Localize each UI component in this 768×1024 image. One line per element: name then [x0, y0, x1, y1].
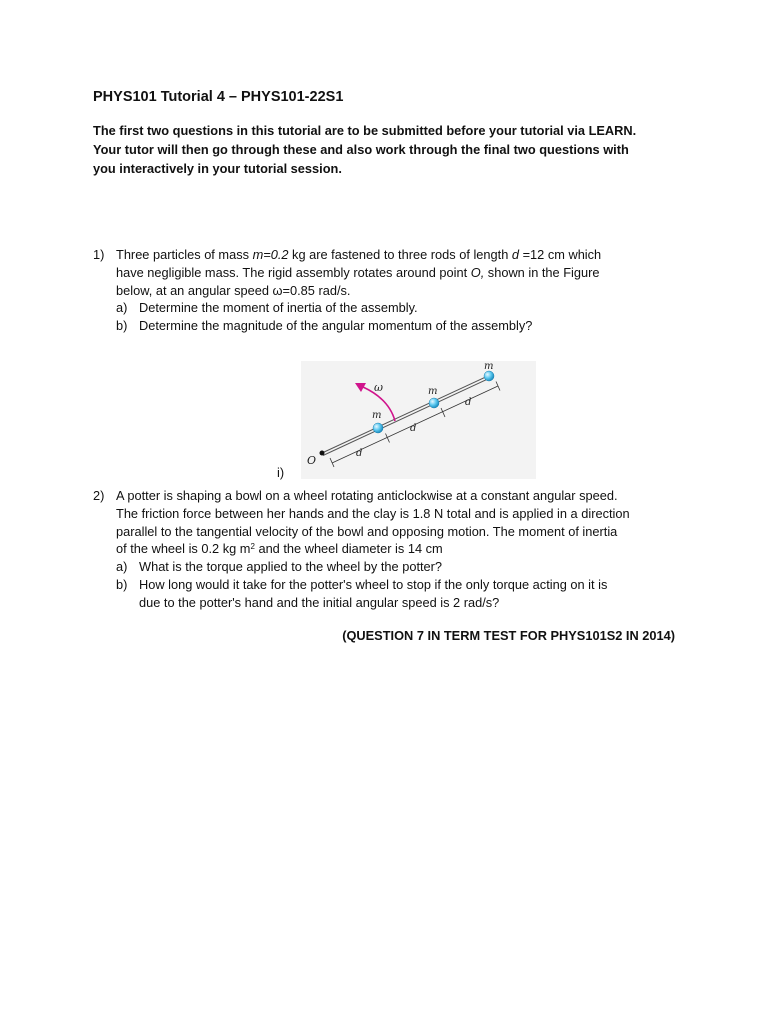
particle — [373, 423, 383, 433]
question-text: =12 cm which — [519, 247, 602, 262]
intro-line: Your tutor will then go through these and also work through the final two questions with — [93, 142, 629, 157]
subquestion-text: How long would it take for the potter's wheel to stop if the only torque acting on it is — [139, 576, 608, 592]
point-variable: O, — [470, 264, 485, 280]
intro-paragraph — [93, 121, 693, 178]
omega-label: ω — [374, 381, 383, 394]
mass-label: m — [428, 386, 438, 397]
rotating-assembly-figure — [301, 361, 536, 479]
question-text: shown in the Figure — [484, 264, 600, 280]
question-number: 2) — [93, 488, 105, 503]
mass-variable: m=0.2 — [252, 247, 289, 262]
particle — [484, 371, 494, 381]
subquestion-letter: a) — [116, 300, 128, 316]
question-1 — [93, 246, 693, 335]
question-text: parallel to the tangential velocity of the bowl and opposing motion. The moment of inertia — [116, 523, 618, 539]
question-2 — [93, 487, 693, 612]
pivot-point — [320, 451, 325, 456]
distance-label: d — [410, 423, 417, 434]
origin-label: O — [307, 454, 317, 467]
question-text: have negligible mass. The rigid assembly rotates around point — [116, 264, 471, 280]
subquestion-text: What is the torque applied to the wheel by the potter? — [139, 559, 443, 575]
distance-label: d — [356, 448, 363, 459]
question-text: The friction force between her hands and the clay is 1.8 N total and is applied in a direction — [116, 505, 630, 521]
subquestion-text: due to the potter's hand and the initial angular speed is 2 rad/s? — [139, 594, 500, 610]
subquestion-letter: b) — [116, 318, 128, 334]
question-text: and the wheel diameter is 14 cm — [254, 541, 443, 557]
subquestion-a — [93, 558, 693, 576]
subquestion-a — [93, 299, 693, 317]
subquestion-b — [93, 576, 693, 594]
superscript: 2 — [250, 542, 255, 552]
question-text: Three particles of mass — [116, 247, 253, 262]
subquestion-letter: a) — [116, 559, 128, 575]
mass-label: m — [372, 410, 382, 421]
subquestion-text: Determine the magnitude of the angular momentum of the assembly? — [139, 318, 533, 334]
question-text: below, at an angular speed ω=0.85 rad/s. — [116, 282, 351, 298]
question-text: A potter is shaping a bowl on a wheel rotating anticlockwise at a constant angular speed. — [116, 488, 618, 503]
source-note: (QUESTION 7 IN TERM TEST FOR PHYS101S2 IN 2014) — [342, 628, 675, 643]
particle — [429, 398, 439, 408]
mass-label: m — [484, 361, 494, 372]
intro-line: The first two questions in this tutorial are to be submitted before your tutorial via LEARN. — [93, 123, 637, 138]
length-variable: d — [511, 247, 520, 262]
subquestion-text: Determine the moment of inertia of the assembly. — [139, 300, 418, 316]
subquestion-letter: b) — [116, 576, 128, 592]
distance-label: d — [465, 397, 472, 408]
page-title: PHYS101 Tutorial 4 – PHYS101-22S1 — [93, 89, 344, 105]
question-number: 1) — [93, 247, 105, 262]
figure-label: i) — [277, 465, 285, 480]
intro-line: you interactively in your tutorial session. — [93, 161, 342, 176]
question-text: of the wheel is 0.2 kg m — [116, 541, 251, 557]
subquestion-b — [93, 317, 693, 335]
question-text: kg are fastened to three rods of length — [288, 247, 512, 262]
